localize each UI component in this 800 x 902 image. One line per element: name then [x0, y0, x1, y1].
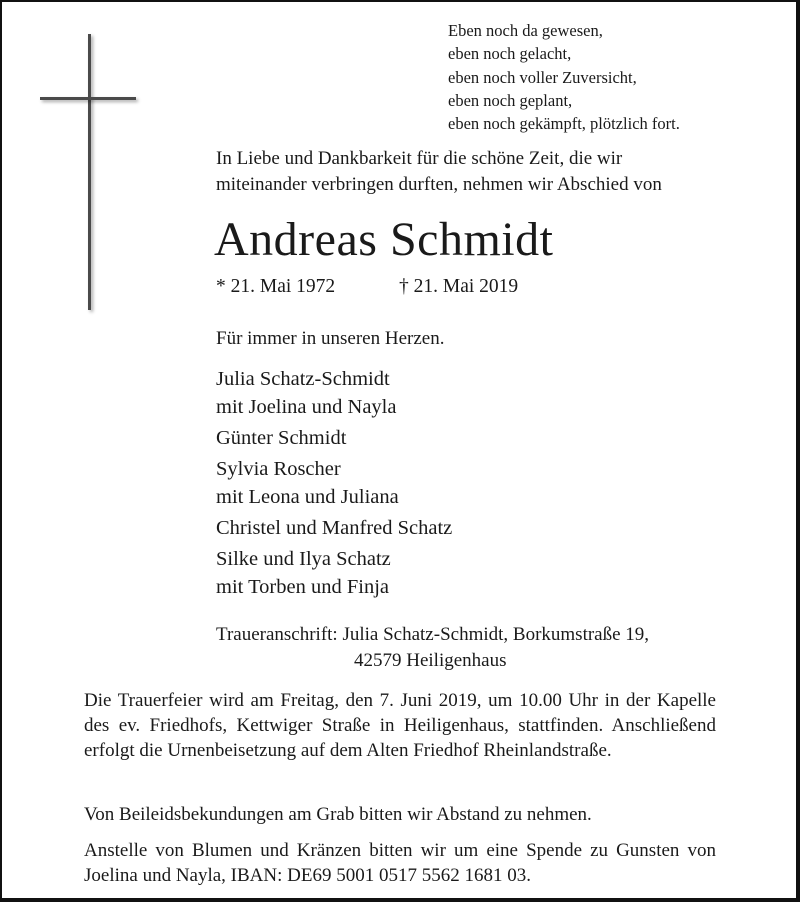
mourner-group [216, 514, 452, 542]
poem-line: eben noch gelacht, [448, 44, 572, 64]
poem-line: eben noch voller Zuversicht, [448, 67, 637, 87]
mourner-name: Günter Schmidt [216, 427, 347, 449]
intro-line: miteinander verbringen durften, nehmen wir Abschied von [216, 174, 662, 195]
death-date: † 21. Mai 2019 [399, 276, 519, 297]
cross-horizontal-bar [40, 97, 136, 100]
mourner-name: Christel und Manfred Schatz [216, 517, 453, 539]
mourner-name: mit Torben und Finja [216, 576, 389, 598]
address-line: Traueranschrift: Julia Schatz-Schmidt, Borkumstraße 19, [216, 624, 650, 645]
address-line: 42579 Heiligenhaus [354, 650, 507, 671]
poem-line: Eben noch da gewesen, [448, 21, 603, 40]
mourner-name: Julia Schatz-Schmidt [216, 368, 390, 390]
motto: Für immer in unseren Herzen. [216, 328, 445, 349]
condolence-note: Von Beileidsbekundungen am Grab bitten wir Abstand zu nehmen. [84, 804, 592, 825]
mourning-address [216, 622, 649, 674]
intro-line: In Liebe und Dankbarkeit für die schöne Zeit, die wir [216, 148, 623, 169]
mourner-name: mit Leona und Juliana [216, 486, 399, 508]
poem [448, 19, 680, 135]
donation-request: Anstelle von Blumen und Kränzen bitten wir um eine Spende zu Gunsten von Joelina und Nayla, IBAN: DE69 5001 0517 5562 1681 03. [84, 840, 716, 886]
mourner-group [216, 545, 452, 601]
mourner-name: Silke und Ilya Schatz [216, 548, 391, 570]
mourner-name: mit Joelina und Nayla [216, 396, 397, 418]
mourner-name: Sylvia Roscher [216, 458, 341, 480]
deceased-name: Andreas Schmidt [214, 213, 554, 266]
poem-line: eben noch gekämpft, plötzlich fort. [448, 114, 680, 134]
cross-vertical-bar [88, 34, 91, 310]
intro-text [216, 146, 716, 198]
mourner-group [216, 455, 452, 511]
mourner-group [216, 424, 452, 452]
mourner-group [216, 365, 452, 421]
birth-date: * 21. Mai 1972 [216, 276, 336, 297]
mourners-list [216, 365, 452, 604]
ceremony-info: Die Trauerfeier wird am Freitag, den 7. Juni 2019, um 10.00 Uhr in der Kapelle des ev. Friedhofs, Kettwiger Straße in Heiligenhaus, stattfinden. Anschließend erfolgt die Urnenbeisetzung auf dem Alten Friedhof Rheinlandstraße. [84, 690, 716, 761]
poem-line: eben noch geplant, [448, 90, 573, 110]
